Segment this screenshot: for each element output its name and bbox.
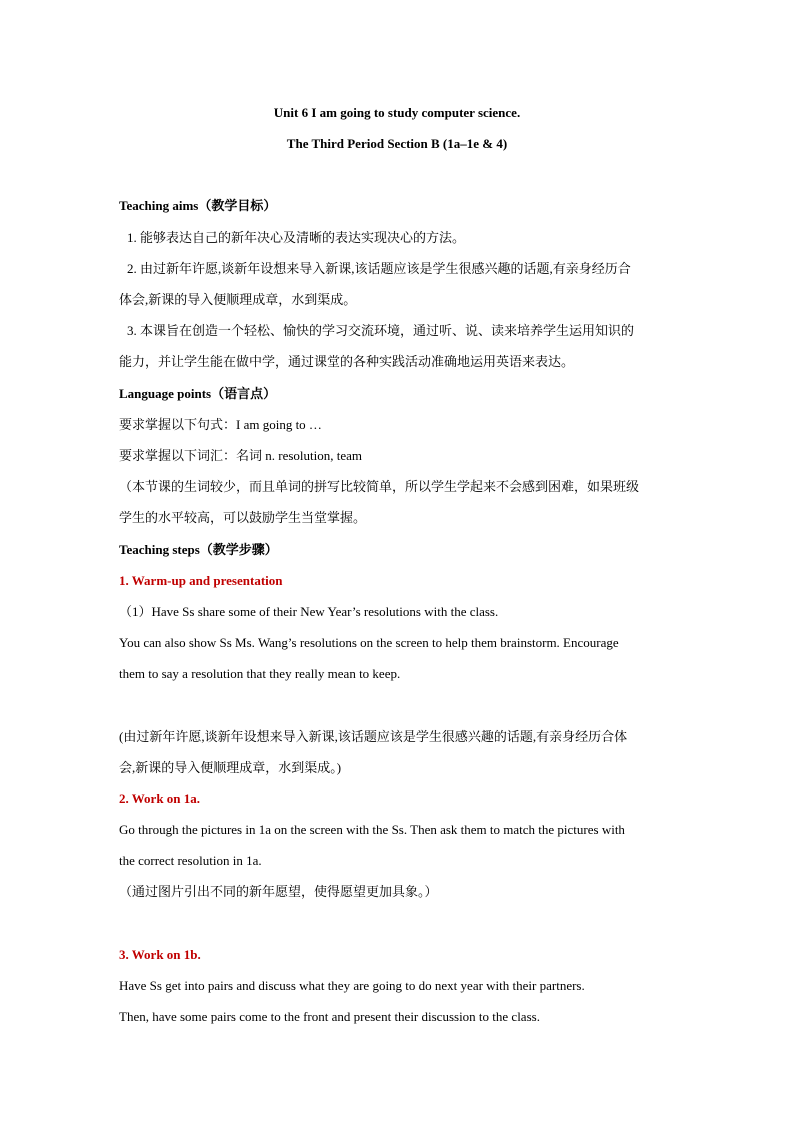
aims-item: 2. 由过新年许愿,谈新年设想来导入新课,该话题应该是学生很感兴趣的话题,有亲身经历合 [127, 261, 631, 276]
step-2-line: Go through the pictures in 1a on the screen with the Ss. Then ask them to match the pictures with [119, 822, 625, 837]
step-2-line: the correct resolution in 1a. [119, 853, 262, 868]
aims-item-continued: 体会,新课的导入便顺理成章，水到渠成。 [119, 292, 357, 307]
step-1-line: You can also show Ss Ms. Wang’s resolutions on the screen to help them brainstorm. Encourage [119, 635, 619, 650]
language-line: （本节课的生词较少，而且单词的拼写比较简单，所以学生学起来不会感到困难，如果班级 [119, 479, 640, 494]
aims-item: 1. 能够表达自己的新年决心及清晰的表达实现决心的方法。 [127, 230, 466, 245]
language-line: 学生的水平较高，可以鼓励学生当堂掌握。 [119, 510, 367, 525]
steps-heading: Teaching steps（教学步骤） [119, 542, 278, 557]
language-heading: Language points（语言点） [119, 386, 277, 401]
aims-item: 3. 本课旨在创造一个轻松、愉快的学习交流环境，通过听、说、读来培养学生运用知识的 [127, 323, 635, 338]
step-2-title: 2. Work on 1a. [119, 791, 201, 806]
step-1-note: (由过新年许愿,谈新年设想来导入新课,该话题应该是学生很感兴趣的话题,有亲身经历合体 [119, 729, 628, 744]
step-1-line: them to say a resolution that they really mean to keep. [119, 666, 401, 681]
language-line: 要求掌握以下句式：I am going to … [119, 417, 322, 432]
step-1-note: 会,新课的导入便顺理成章，水到渠成。) [119, 760, 342, 775]
step-1-title: 1. Warm-up and presentation [119, 573, 283, 588]
aims-item-continued: 能力，并让学生能在做中学，通过课堂的各种实践活动准确地运用英语来表达。 [119, 354, 575, 369]
step-3-line: Then, have some pairs come to the front and present their discussion to the class. [119, 1009, 540, 1024]
document-title: Unit 6 I am going to study computer science. [273, 105, 521, 120]
step-2-note: （通过图片引出不同的新年愿望，使得愿望更加具象。） [119, 884, 438, 899]
step-3-title: 3. Work on 1b. [119, 947, 201, 962]
language-line: 要求掌握以下词汇：名词 n. resolution, team [119, 448, 363, 463]
document-subtitle: The Third Period Section B (1a–1e & 4) [286, 136, 508, 151]
aims-heading: Teaching aims（教学目标） [119, 198, 277, 213]
step-3-line: Have Ss get into pairs and discuss what they are going to do next year with their partners. [119, 978, 585, 993]
step-1-line: （1）Have Ss share some of their New Year’s resolutions with the class. [119, 604, 499, 619]
